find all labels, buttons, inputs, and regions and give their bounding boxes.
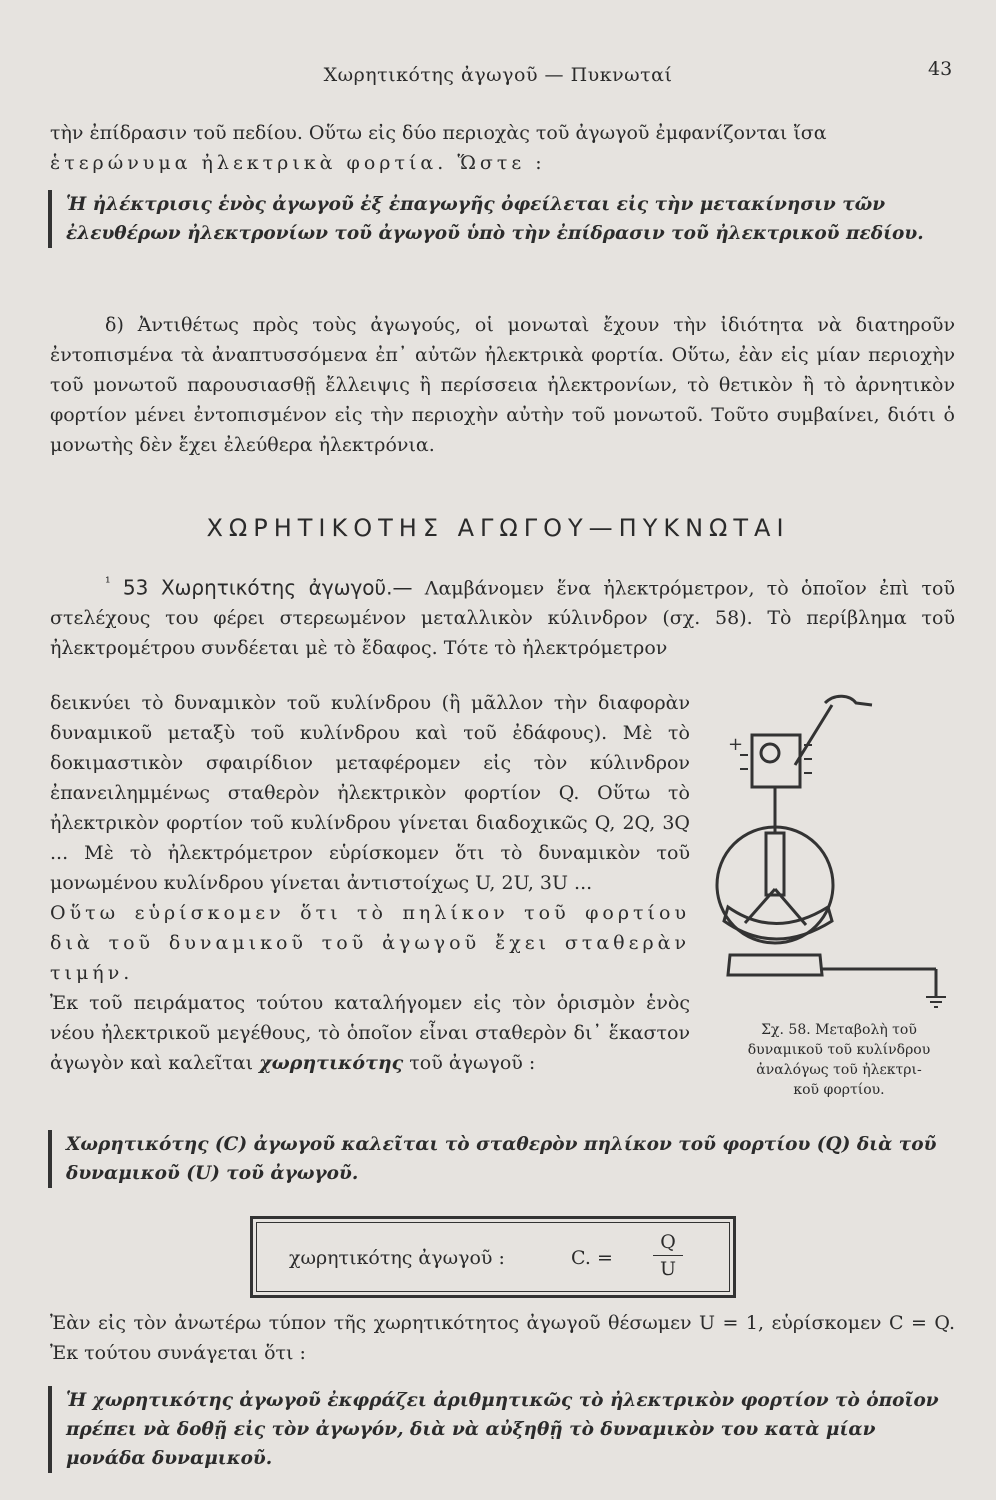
paragraph-closing-text: Ἐκ τοῦ πειράματος τούτου καταλήγομεν εἰς τὸν ὁρισμὸν ἑνὸς νέου ἠλεκτρικοῦ μεγέθους, τὸ ὁποῖον εἶναι σταθερὸν δι᾽ ἕκαστον ἀγωγὸν καὶ καλεῖται bbox=[50, 992, 690, 1074]
fraction-bar bbox=[653, 1255, 683, 1256]
intro-line-1: τὴν ἐπίδρασιν τοῦ πεδίου. Οὕτω εἰς δύο περιοχὰς τοῦ ἀγωγοῦ ἐμφανίζονται ἴσα bbox=[50, 122, 827, 144]
paragraph-body-text: δεικνύει τὸ δυναμικὸν τοῦ κυλίνδρου (ἢ μᾶλλον τὴν διαφορὰν δυναμικοῦ μεταξὺ τοῦ κυλίνδρου καὶ τοῦ ἐδάφους). Μὲ τὸ δοκιμαστικὸν σφαιρίδιον μεταφέρομεν εἰς τὸν κύλινδρον ἐπανειλημμένως σταθερὸν ἠλεκτρικὸν φορτίον Q. Οὕτω τὸ ἠλεκτρικὸν φορτίον τοῦ κυλίνδρου γίνεται διαδοχικῶς Q, 2Q, 3Q ... Μὲ τὸ ἠλεκτρόμετρον εὑρίσκομεν ὅτι τὸ δυναμικὸν τοῦ μονωμένου κυλίνδρου γίνεται ἀντιστοίχως U, 2U, 3U ... bbox=[50, 692, 690, 894]
rule-capacitance-text: Ἡ χωρητικότης ἀγωγοῦ ἐκφράζει ἀριθμητικῶς τὸ ἠλεκτρικὸν φορτίον τὸ ὁποῖον πρέπει νὰ δοθῇ εἰς τὸν ἀγωγόν, διὰ νὰ αὐξηθῇ τὸ δυναμικὸν του κατὰ μίαν μονάδα δυναμικοῦ. bbox=[66, 1390, 939, 1469]
scale-arc bbox=[724, 907, 832, 939]
paragraph-lead-text: Λαμβάνομεν ἕνα ἠλεκτρόμετρον, τὸ ὁποῖον ἐπὶ τοῦ στελέχους του φέρει στερεωμένον μεταλλικὸν κύλινδρον (σχ. 58). Τὸ περίβλημα τοῦ ἠλεκτρομέτρου συνδέεται μὲ τὸ ἔδαφος. Τότε τὸ ἠλεκτρόμετρον bbox=[50, 577, 956, 660]
paragraph-mark: ¹ bbox=[105, 575, 111, 591]
electrometer-base bbox=[728, 955, 822, 975]
proof-sphere-icon bbox=[761, 744, 779, 762]
rule-induction-text: Ἡ ἠλέκτρισις ἑνὸς ἀγωγοῦ ἐξ ἐπαγωγῆς ὀφείλεται εἰς τὴν μετακίνησιν τῶν ἐλευθέρων ἠλεκτρονίων τοῦ ἀγωγοῦ ὑπὸ τὴν ἐπίδρασιν τοῦ ἠλεκτρικοῦ πεδίου. bbox=[66, 194, 924, 244]
formula-fraction bbox=[653, 1231, 683, 1280]
electrometer-figure bbox=[700, 675, 970, 1025]
after-formula-paragraph bbox=[50, 1308, 955, 1368]
paragraph-delta-text: δ) Ἀντιθέτως πρὸς τοὺς ἀγωγούς, οἱ μονωταὶ ἔχουν τὴν ἰδιότητα νὰ διατηροῦν ἐντοπισμένα τὰ ἀναπτυσσόμενα ἐπ᾽ αὐτῶν ἠλεκτρικὰ φορτία. Οὕτω, ἐὰν εἰς μίαν περιοχὴν τοῦ μονωτοῦ παρουσιασθῇ ἔλλειψις ἢ περίσσεια ἠλεκτρονίων, τὸ θετικὸν ἢ τὸ ἀρνητικὸν φορτίον μένει ἐντοπισμένον εἰς τὴν περιοχὴν αὐτὴν τοῦ μονωτοῦ. Τοῦτο συμβαίνει, διότι ὁ μονωτὴς δὲν ἔχει ἐλεύθερα ἠλεκτρόνια. bbox=[50, 314, 955, 456]
caption-line-2: δυναμικοῦ τοῦ κυλίνδρου bbox=[747, 1042, 931, 1058]
electrometer-case bbox=[717, 827, 833, 943]
formula-numerator: Q bbox=[660, 1231, 676, 1253]
hand-with-sphere bbox=[795, 696, 872, 765]
formula-box bbox=[250, 1216, 736, 1298]
rule-box-capacitance bbox=[48, 1386, 946, 1473]
caption-line-1: Σχ. 58. Μεταβολὴ τοῦ bbox=[761, 1022, 917, 1038]
paragraph-insulators bbox=[50, 310, 955, 460]
plus-charge-label: + bbox=[728, 734, 744, 755]
section-53-body bbox=[50, 688, 690, 1078]
section-heading: ΧΩΡΗΤΙΚΟΤΗΣ ΑΓΩΓΟΥ—ΠΥΚΝΩΤΑΙ bbox=[206, 514, 790, 542]
formula-lhs: C. = bbox=[571, 1247, 613, 1269]
definition-text: Χωρητικότης (C) ἀγωγοῦ καλεῖται τὸ σταθερὸν πηλίκον τοῦ φορτίου (Q) διὰ τοῦ δυναμικοῦ (U) τοῦ ἀγωγοῦ. bbox=[66, 1134, 937, 1184]
rule-box-induction bbox=[48, 190, 946, 248]
paragraph-closing-tail: τοῦ ἀγωγοῦ : bbox=[409, 1052, 536, 1074]
formula-denominator: U bbox=[659, 1258, 676, 1280]
electrometer-stem bbox=[766, 833, 784, 895]
after-formula-text: Ἐὰν εἰς τὸν ἀνωτέρω τύπον τῆς χωρητικότητος ἀγωγοῦ θέσωμεν U = 1, εὑρίσκομεν C = Q. Ἐκ τούτου συνάγεται ὅτι : bbox=[50, 1312, 955, 1364]
intro-text bbox=[50, 118, 955, 178]
figure-caption bbox=[706, 1020, 972, 1100]
paragraph-spaced-text: Οὕτω εὑρίσκομεν ὅτι τὸ πηλίκον τοῦ φορτίου διὰ τοῦ δυναμικοῦ τοῦ ἀγωγοῦ ἔχει σταθερὰν τιμήν. bbox=[50, 902, 690, 984]
definition-box bbox=[48, 1130, 946, 1188]
intro-line-2: ἑτερώνυμα ἠλεκτρικὰ φορτία. Ὥστε : bbox=[50, 152, 546, 174]
section-53-lead bbox=[50, 568, 955, 663]
term-capacitance: χωρητικότης bbox=[259, 1052, 404, 1074]
caption-line-4: κοῦ φορτίου. bbox=[793, 1082, 885, 1098]
formula-label: χωρητικότης ἀγωγοῦ : bbox=[289, 1247, 505, 1269]
caption-line-3: ἀναλόγως τοῦ ἠλεκτρι- bbox=[756, 1062, 922, 1078]
paragraph-heading: 53 Χωρητικότης ἀγωγοῦ.— bbox=[122, 575, 413, 600]
page-number: 43 bbox=[928, 58, 953, 80]
running-header: Χωρητικότης ἀγωγοῦ — Πυκνωταί bbox=[323, 64, 673, 86]
